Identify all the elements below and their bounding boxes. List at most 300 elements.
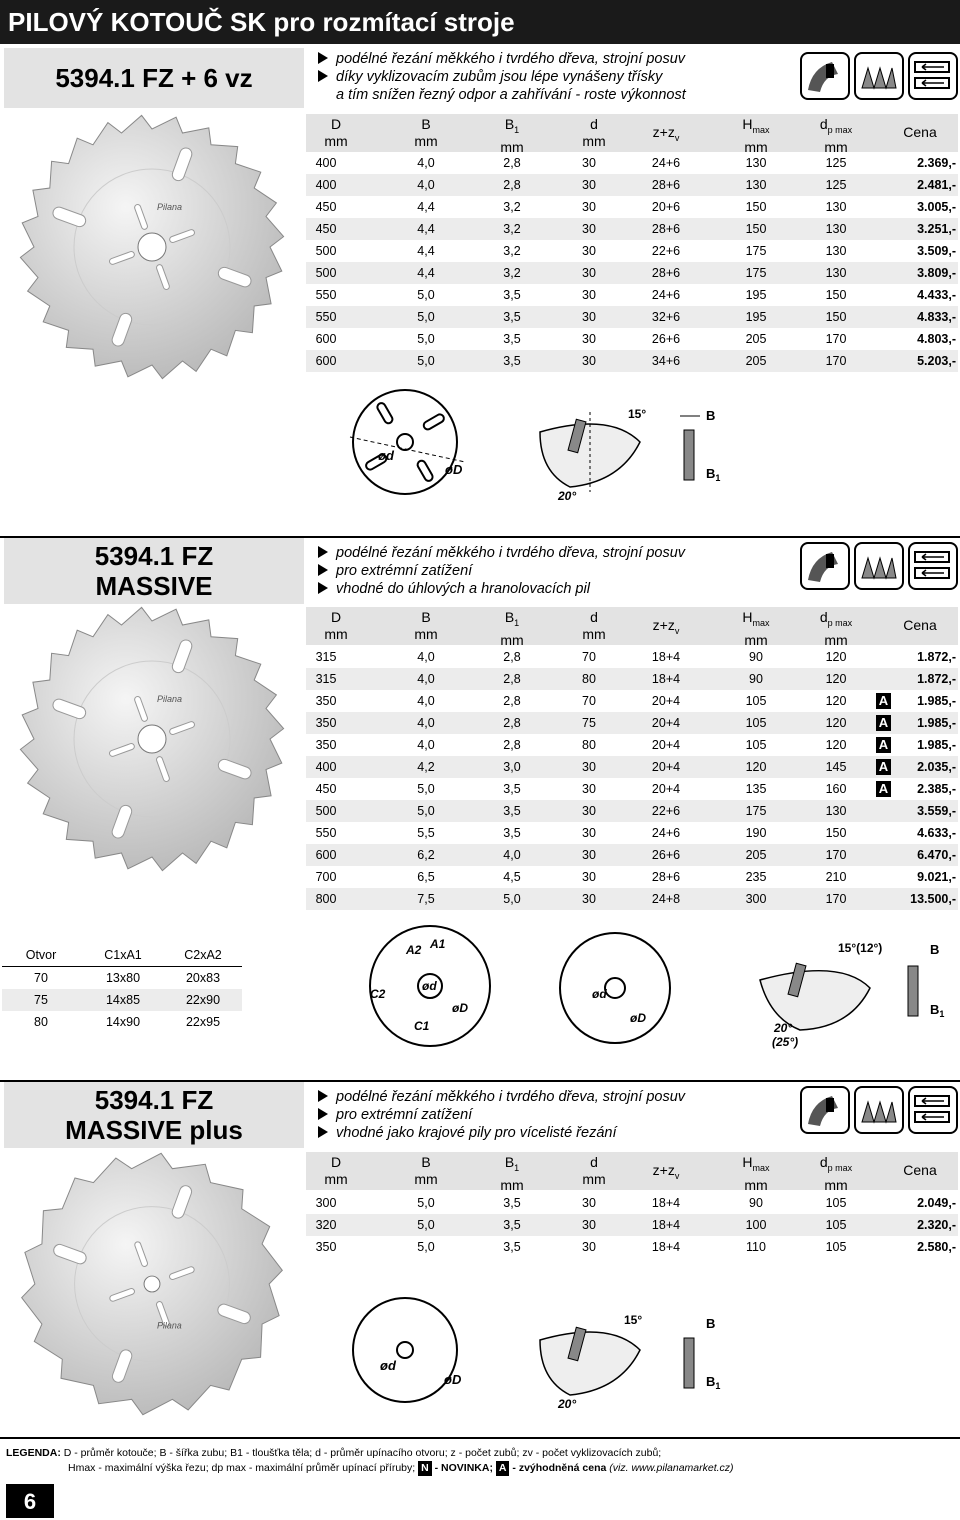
table-cell: 30 [582,310,596,324]
table-cell: 4,0 [417,694,435,708]
table-cell: 4,0 [417,738,435,752]
table-cell: 20+4 [651,760,681,774]
column-unit: mm [500,1176,524,1193]
column-header-label: D [330,609,342,625]
table-cell: 2,8 [503,178,521,192]
table-cell: 500 [315,804,337,818]
column-header [306,116,366,150]
blade-geometry-diagram-1 [340,382,730,512]
price-cell: 1.872,- [917,650,956,664]
hole-header-otvor: Otvor [25,948,57,962]
table-cell: 3,5 [503,288,521,302]
column-header-sub: p max [827,617,853,628]
hole-table-header [2,944,242,967]
table-cell: 20+4 [651,738,681,752]
hole-cell: 14x90 [105,1015,141,1029]
table-cell: 6,2 [417,848,435,862]
table-cell: 3,5 [503,1218,521,1232]
legend-divider [0,1437,960,1439]
table-cell: 130 [745,178,767,192]
table-cell: 5,5 [417,826,435,840]
blade-mini-icon [350,390,465,494]
table-cell: 30 [582,244,596,258]
column-header [636,617,696,640]
price-cell: 4.633,- [917,826,956,840]
column-header [482,116,542,156]
bullet-arrow-icon [318,1090,328,1102]
table-cell: 30 [582,1196,596,1210]
table-cell: 105 [825,1196,847,1210]
label-B: B [706,408,716,423]
price-cell: 3.251,- [917,222,956,236]
price-cell: 2.481,- [917,178,956,192]
table-cell: 30 [582,804,596,818]
table-cell: 30 [582,200,596,214]
page-title: PILOVÝ KOTOUČ SK pro rozmítací stroje [0,0,960,44]
price-cell: 1.985,- [917,716,956,730]
table-cell: 175 [745,804,767,818]
column-header [564,609,624,643]
table-row [306,306,958,328]
table-cell: 600 [315,848,337,862]
table-cell: 2,8 [503,694,521,708]
product-code-line-1: 5394.1 FZ [94,1085,214,1115]
label-B-3: B [706,1316,716,1331]
table-cell: 350 [315,716,337,730]
table-cell: 30 [582,782,596,796]
label-d: ød [422,979,437,993]
table-cell: 28+6 [651,870,681,884]
column-header-label: d [819,1154,828,1170]
price-cell: 5.203,- [917,354,956,368]
table-cell: 600 [315,332,337,346]
column-header [806,1154,866,1194]
column-header [636,1162,696,1185]
table-cell: 170 [825,848,847,862]
price-cell: 2.580,- [917,1240,956,1254]
feature-item [318,68,788,86]
label-B1-2: $B_1$ [930,1002,945,1019]
column-header-sub: max [752,617,770,628]
bullet-arrow-icon [318,1126,328,1138]
table-cell: 150 [745,222,767,236]
table-row [306,152,958,174]
table-row [306,240,958,262]
table-cell: 170 [825,332,847,346]
table-cell: 5,0 [417,288,435,302]
label-D: øD [452,1001,468,1015]
column-unit: mm [824,1176,848,1193]
table-cell: 105 [825,1218,847,1232]
table-row [306,888,958,910]
table-row [306,1214,958,1236]
table-cell: 70 [582,694,596,708]
table-cell: 210 [825,870,847,884]
price-cell: 2.049,- [917,1196,956,1210]
feed-direction-icon [908,52,958,100]
longitudinal-cut-icon [854,1086,904,1134]
table-row [306,866,958,888]
column-header-sub: 1 [514,124,520,135]
table-cell: 170 [825,892,847,906]
column-unit: mm [824,631,848,648]
table-cell: 450 [315,200,337,214]
angle-20: 20° [558,489,577,503]
table-cell: 34+6 [651,354,681,368]
price-cell: 2.320,- [917,1218,956,1232]
price-cell: 2.385,- [917,782,956,796]
bullet-arrow-icon [318,582,328,594]
column-header-label: B [421,116,431,132]
table-cell: 7,5 [417,892,435,906]
table-cell: 30 [582,760,596,774]
table-cell: 130 [825,222,847,236]
table-cell: 3,5 [503,782,521,796]
table-row [306,350,958,372]
discount-badge: A [876,781,891,797]
legend-web: (viz. www.pilanamarket.cz) [609,1462,734,1474]
table-cell: 28+6 [651,222,681,236]
table-row [306,800,958,822]
column-header-price: Cena [903,1162,937,1178]
table-row [306,844,958,866]
column-unit: mm [582,1171,606,1187]
discount-badge: A [876,759,891,775]
table-cell: 550 [315,288,337,302]
table-row [306,822,958,844]
table-cell: 550 [315,826,337,840]
table-cell: 5,0 [417,1218,435,1232]
table-cell: 120 [825,672,847,686]
table-cell: 24+8 [651,892,681,906]
table-cell: 30 [582,266,596,280]
column-header-label: z+z [652,124,675,140]
table-cell: 80 [582,672,596,686]
tooth-side-view-3 [684,1338,694,1388]
column-header-sub: 1 [514,617,520,628]
table-cell: 26+6 [651,848,681,862]
saw-blade-image [17,112,287,382]
product-code [4,48,304,108]
column-header [806,116,866,156]
table-cell: 205 [745,332,767,346]
column-header-label: D [330,116,342,132]
table-cell: 195 [745,288,767,302]
table-cell: 4,4 [417,200,435,214]
column-header-label: H [742,1154,753,1170]
angle-25: (25°) [772,1035,799,1049]
page-number: 6 [6,1484,54,1518]
column-header [564,1154,624,1188]
table-cell: 235 [745,870,767,884]
table-cell: 3,5 [503,804,521,818]
label-d: ød [378,448,394,463]
feature-text: pro extrémní zatížení [336,1107,473,1123]
table-cell: 130 [825,266,847,280]
table-cell: 400 [315,760,337,774]
hole-cell: 22x95 [185,1015,221,1029]
column-unit: mm [500,631,524,648]
hole-table-row [2,989,242,1011]
column-header [726,1154,786,1194]
price-cell: 3.509,- [917,244,956,258]
bullet-arrow-icon [318,564,328,576]
table-cell: 130 [745,156,767,170]
table-cell: 5,0 [417,310,435,324]
table-cell: 26+6 [651,332,681,346]
feature-text: vhodné jako krajové pily pro vícelisté řezání [336,1125,617,1141]
table-cell: 120 [825,650,847,664]
column-header [306,609,366,643]
table-cell: 160 [825,782,847,796]
hole-cell: 20x83 [185,971,221,985]
column-unit: mm [414,133,438,149]
column-unit: mm [744,631,768,648]
table-cell: 500 [315,244,337,258]
table-cell: 90 [749,1196,763,1210]
table-cell: 3,2 [503,266,521,280]
table-cell: 18+4 [651,650,681,664]
table-cell: 110 [746,1240,766,1254]
table-cell: 28+6 [651,178,681,192]
table-cell: 120 [825,738,847,752]
feature-item [318,86,788,104]
hole-table-row [2,967,242,989]
table-cell: 175 [745,266,767,280]
legend-line-2 [6,1461,956,1476]
price-cell: 3.559,- [917,804,956,818]
table-cell: 3,2 [503,200,521,214]
column-unit: mm [582,626,606,642]
table-row [306,778,958,800]
table-cell: 90 [749,650,763,664]
table-row [306,668,958,690]
column-unit: mm [744,138,768,155]
price-cell: 4.833,- [917,310,956,324]
discount-badge: A [876,715,891,731]
table-cell: 30 [582,1218,596,1232]
table-cell: 550 [315,310,337,324]
table-cell: 3,0 [503,760,521,774]
price-cell: 6.470,- [917,848,956,862]
table-cell: 32+6 [651,310,681,324]
angle-15: 15° [628,407,647,421]
column-header-label: B [504,116,515,132]
column-header [396,116,456,150]
feature-text: vhodné do úhlových a hranolovacích pil [336,581,590,597]
price-cell: 1.985,- [917,694,956,708]
blade-tooth-icon [800,542,850,590]
tooth-side-view [684,430,694,480]
feature-text: podélné řezání měkkého i tvrdého dřeva, strojní posuv [336,51,686,67]
price-cell: 4.803,- [917,332,956,346]
column-header [306,1154,366,1188]
table-cell: 135 [745,782,767,796]
feature-list [318,50,788,104]
column-header-price: Cena [903,124,937,140]
blade-brand-label: Pilana [156,1320,182,1331]
saw-blade-image [17,604,287,874]
table-cell: 5,0 [417,354,435,368]
table-cell: 70 [582,650,596,664]
column-header-label: D [330,1154,342,1170]
blade-brand-label: Pilana [157,694,183,704]
table-cell: 100 [745,1218,767,1232]
column-unit: mm [324,626,348,642]
table-row [306,756,958,778]
table-cell: 130 [825,200,847,214]
table-cell: 205 [745,848,767,862]
table-cell: 4,4 [417,222,435,236]
blade-tooth-icon [800,52,850,100]
table-cell: 105 [745,716,767,730]
table-cell: 105 [745,694,767,708]
table-cell: 2,8 [503,672,521,686]
table-cell: 125 [825,178,847,192]
table-cell: 450 [315,782,337,796]
table-cell: 22+6 [651,244,681,258]
table-cell: 145 [825,760,847,774]
table-cell: 22+6 [651,804,681,818]
table-cell: 170 [825,354,847,368]
price-cell: 2.035,- [917,760,956,774]
table-cell: 5,0 [417,332,435,346]
legend [6,1446,956,1476]
feature-list [318,1088,788,1142]
label-D: øD [445,462,463,477]
discount-badge: A [876,693,891,709]
column-unit: mm [414,626,438,642]
price-cell: 3.809,- [917,266,956,280]
column-header-sub: max [752,1162,770,1173]
table-cell: 3,5 [503,354,521,368]
table-cell: 18+4 [651,1240,681,1254]
table-cell: 315 [315,650,337,664]
table-cell: 3,5 [503,826,521,840]
tooth-side-view-2 [908,966,918,1016]
hole-header-c2a2: C2xA2 [184,948,222,962]
table-cell: 350 [315,694,337,708]
bullet-arrow-icon [318,1108,328,1120]
product-code-line-2: MASSIVE plus [65,1115,243,1145]
feature-text: a tím snížen řezný odpor a zahřívání - roste výkonnost [336,87,686,103]
blade-geometry-diagram-2 [330,918,950,1058]
table-cell: 190 [745,826,767,840]
table-cell: 18+4 [651,1218,681,1232]
feature-text: podélné řezání měkkého i tvrdého dřeva, strojní posuv [336,545,686,561]
label-B1: $B_1$ [706,466,721,483]
table-cell: 3,5 [503,1240,521,1254]
bullet-arrow-icon [318,546,328,558]
hole-table [2,944,242,1033]
column-header-price: Cena [903,617,937,633]
hole-cell: 80 [34,1015,48,1029]
table-cell: 4,4 [417,266,435,280]
label-A2: A2 [406,943,422,957]
table-cell: 300 [315,1196,337,1210]
column-header-label: z+z [652,1162,675,1178]
feature-item [318,544,788,562]
feature-item [318,1124,788,1142]
table-cell: 6,5 [417,870,435,884]
column-header-label: z+z [652,617,675,633]
label-D-3: øD [444,1372,462,1387]
table-cell: 90 [749,672,763,686]
table-cell: 5,0 [417,804,435,818]
column-unit: mm [414,1171,438,1187]
table-cell: 30 [582,848,596,862]
table-cell: 315 [315,672,337,686]
price-cell: 13.500,- [910,892,956,906]
column-header-label: H [742,609,753,625]
column-header-sub: 1 [514,1162,520,1173]
product-code [4,1082,304,1148]
column-header-label: d [590,609,598,625]
table-cell: 4,2 [417,760,435,774]
table-row [306,284,958,306]
column-header [482,609,542,649]
table-cell: 5,0 [503,892,521,906]
table-row [306,174,958,196]
table-cell: 350 [315,738,337,752]
table-cell: 5,0 [417,1196,435,1210]
feed-direction-icon [908,1086,958,1134]
table-cell: 120 [745,760,767,774]
hole-cell: 70 [34,971,48,985]
table-cell: 30 [582,156,596,170]
legend-zvyhodnena: - zvýhodněná cena [512,1462,607,1474]
tooth-profile-3 [540,1332,640,1395]
column-header-label: B [504,609,515,625]
table-cell: 24+6 [651,288,681,302]
table-cell: 150 [825,310,847,324]
table-cell: 4,0 [417,178,435,192]
table-header [306,607,958,648]
table-cell: 2,8 [503,650,521,664]
legend-label: LEGENDA: [6,1447,61,1459]
table-cell: 400 [315,156,337,170]
label-B1-3: $B_1$ [706,1374,721,1391]
column-header-label: d [819,609,828,625]
column-header-sub: v [674,1170,680,1181]
table-cell: 195 [745,310,767,324]
table-cell: 18+4 [651,672,681,686]
table-row [306,1192,958,1214]
feature-text: díky vyklizovacím zubům jsou lépe vynášeny třísky [336,69,663,85]
table-cell: 3,2 [503,222,521,236]
table-cell: 3,5 [503,1196,521,1210]
angle-20-2: 20° [774,1021,793,1035]
longitudinal-cut-icon [854,52,904,100]
angle-15-3: 15° [624,1313,643,1327]
table-cell: 30 [582,826,596,840]
column-header-sub: v [674,132,680,143]
label-d-3: ød [380,1358,396,1373]
table-cell: 20+6 [651,200,681,214]
feed-direction-icon [908,542,958,590]
price-cell: 2.369,- [917,156,956,170]
table-cell: 4,0 [417,156,435,170]
label-C1: C1 [414,1019,430,1033]
column-unit: mm [744,1176,768,1193]
price-cell: 4.433,- [917,288,956,302]
table-header [306,1152,958,1193]
blade-brand-label: Pilana [157,202,183,212]
table-cell: 120 [825,694,847,708]
table-cell: 20+4 [651,716,681,730]
table-cell: 150 [825,826,847,840]
table-row [306,646,958,668]
